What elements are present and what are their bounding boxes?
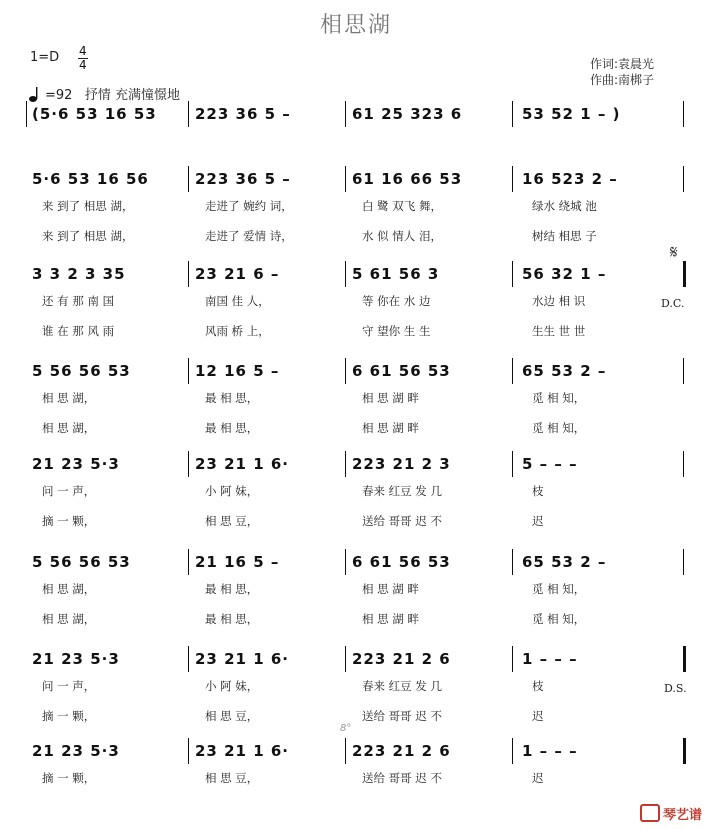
barline [345, 451, 346, 477]
lyric-verse2: 风雨 桥 上， [205, 324, 270, 338]
lyric-verse1: 相 思 湖 畔 [362, 582, 419, 596]
lyric-verse1: 相 思 豆， [205, 771, 259, 785]
melody-measure: 1 – – – [522, 650, 578, 668]
barline [345, 166, 346, 192]
tempo-marking [28, 84, 180, 103]
melody-measure: 5 61 56 3 [352, 265, 440, 283]
melody-measure: 61 16 66 53 [352, 170, 463, 188]
lyric-verse1: 还 有 那 南 国 [42, 294, 115, 308]
barline [188, 549, 189, 575]
lyric-verse1: 小 阿 妹， [205, 679, 259, 693]
melody-measure: 5 56 56 53 [32, 553, 131, 571]
melody-measure: 223 21 2 6 [352, 650, 451, 668]
lyric-verse1: 来 到了 相思 湖， [42, 199, 134, 213]
lyric-verse1: 水边 相 识 [532, 294, 586, 308]
melody-measure: 223 36 5 – [195, 170, 291, 188]
barline [512, 451, 513, 477]
melody-measure: 21 23 5·3 [32, 650, 120, 668]
lyric-verse1: 问 一 声， [42, 679, 96, 693]
dc-mark: D.C. [661, 297, 685, 310]
lyric-verse2: 相 思 豆， [205, 709, 259, 723]
lyric-verse1: 小 阿 妹， [205, 484, 259, 498]
lyric-verse1: 相 思 湖， [42, 391, 96, 405]
expression-text: 抒情 充满憧憬地 [84, 88, 180, 103]
melody-measure: 23 21 1 6· [195, 742, 289, 760]
lyric-verse1: 春来 红豆 发 几 [362, 484, 442, 498]
lyric-verse2: 迟 [532, 709, 544, 723]
lyric-verse2: 水 似 情人 泪， [362, 229, 442, 243]
barline [345, 646, 346, 672]
barline [512, 101, 513, 127]
barline [683, 101, 684, 127]
melody-measure: 53 52 1 – ) [522, 105, 621, 123]
lyric-verse2: 觅 相 知， [532, 421, 586, 435]
lyric-verse1: 南国 佳 人， [205, 294, 270, 308]
melody-measure: 56 32 1 – [522, 265, 607, 283]
melody-measure: 21 16 5 – [195, 553, 280, 571]
song-title: 相思湖 [319, 13, 392, 38]
melody-measure: 23 21 6 – [195, 265, 280, 283]
melody-measure: 21 23 5·3 [32, 455, 120, 473]
lyric-verse1: 觅 相 知， [532, 582, 586, 596]
melody-measure: 223 21 2 3 [352, 455, 451, 473]
barline [512, 549, 513, 575]
segno-small-mark: 8° [340, 723, 352, 734]
logo-icon [640, 804, 660, 822]
lyric-verse2: 相 思 豆， [205, 514, 259, 528]
lyric-verse2: 相 思 湖 畔 [362, 421, 419, 435]
barline [345, 549, 346, 575]
lyric-verse2: 摘 一 颗， [42, 709, 96, 723]
lyric-verse2: 最 相 思， [205, 421, 259, 435]
barline [683, 738, 686, 764]
lyric-verse1: 相 思 湖 畔 [362, 391, 419, 405]
lyric-verse1: 最 相 思， [205, 391, 259, 405]
barline [188, 166, 189, 192]
barline [188, 451, 189, 477]
lyric-verse2: 摘 一 颗， [42, 514, 96, 528]
melody-measure: 3 3 2 3 35 [32, 265, 126, 283]
melody-measure: 6 61 56 53 [352, 362, 451, 380]
lyric-verse2: 相 思 湖， [42, 421, 96, 435]
lyric-verse1: 觅 相 知， [532, 391, 586, 405]
melody-measure: 1 – – – [522, 742, 578, 760]
barline [188, 358, 189, 384]
lyric-verse2: 觅 相 知， [532, 612, 586, 626]
quarter-note-icon [28, 86, 42, 102]
time-signature-denominator: 4 [79, 58, 87, 72]
lyric-verse1: 春来 红豆 发 几 [362, 679, 442, 693]
composer: 作曲:南梆子 [589, 73, 654, 87]
lyric-verse1: 等 你在 水 边 [362, 294, 431, 308]
melody-measure: 223 36 5 – [195, 105, 291, 123]
time-signature-numerator: 4 [79, 44, 87, 58]
barline [345, 358, 346, 384]
lyric-verse1: 绿水 绕城 池 [532, 199, 597, 213]
melody-measure: 6 61 56 53 [352, 553, 451, 571]
barline [188, 261, 189, 287]
barline [512, 646, 513, 672]
melody-measure: 5 – – – [522, 455, 578, 473]
lyricist: 作词:袁晨光 [589, 57, 654, 71]
barline [683, 358, 684, 384]
ds-mark: D.S. [664, 682, 687, 695]
barline [683, 451, 684, 477]
lyric-verse2: 送给 哥哥 迟 不 [362, 514, 442, 528]
lyric-verse1: 走进了 婉约 词， [205, 199, 293, 213]
lyric-verse1: 枝 [532, 484, 544, 498]
lyric-verse2: 最 相 思， [205, 612, 259, 626]
melody-measure: 21 23 5·3 [32, 742, 120, 760]
lyric-verse2: 谁 在 那 风 雨 [42, 324, 115, 338]
barline [188, 646, 189, 672]
barline [345, 261, 346, 287]
melody-measure: (5·6 53 16 53 [32, 105, 157, 123]
melody-measure: 61 25 323 6 [352, 105, 463, 123]
credits [590, 56, 654, 88]
segno-icon: 𝄋 [670, 242, 678, 263]
logo-text: 琴艺谱 [662, 808, 702, 823]
melody-measure: 16 523 2 – [522, 170, 618, 188]
barline [512, 738, 513, 764]
time-signature [78, 45, 88, 72]
barline [188, 738, 189, 764]
melody-measure: 5·6 53 16 56 [32, 170, 149, 188]
barline [345, 101, 346, 127]
barline [26, 101, 27, 127]
barline [683, 166, 684, 192]
lyric-verse1: 摘 一 颗， [42, 771, 96, 785]
barline [512, 261, 513, 287]
melody-measure: 23 21 1 6· [195, 650, 289, 668]
lyric-verse2: 相 思 湖 畔 [362, 612, 419, 626]
lyric-verse1: 相 思 湖， [42, 582, 96, 596]
tempo-value: =92 [45, 88, 73, 103]
barline [683, 646, 686, 672]
melody-measure: 65 53 2 – [522, 553, 607, 571]
barline [683, 261, 686, 287]
barline [512, 166, 513, 192]
lyric-verse2: 守 望你 生 生 [362, 324, 431, 338]
lyric-verse1: 白 鹭 双飞 舞， [362, 199, 442, 213]
lyric-verse2: 走进了 爱情 诗， [205, 229, 293, 243]
lyric-verse1: 最 相 思， [205, 582, 259, 596]
melody-measure: 65 53 2 – [522, 362, 607, 380]
melody-measure: 5 56 56 53 [32, 362, 131, 380]
key-signature: 1=D [30, 50, 60, 65]
barline [512, 358, 513, 384]
lyric-verse2: 来 到了 相思 湖， [42, 229, 134, 243]
lyric-verse2: 相 思 湖， [42, 612, 96, 626]
barline [188, 101, 189, 127]
lyric-verse2: 树结 相思 子 [532, 229, 597, 243]
barline [683, 549, 684, 575]
lyric-verse1: 枝 [532, 679, 544, 693]
melody-measure: 23 21 1 6· [195, 455, 289, 473]
lyric-verse2: 迟 [532, 514, 544, 528]
lyric-verse1: 送给 哥哥 迟 不 [362, 771, 442, 785]
lyric-verse2: 送给 哥哥 迟 不 [362, 709, 442, 723]
melody-measure: 223 21 2 6 [352, 742, 451, 760]
site-logo [640, 804, 702, 823]
barline [345, 738, 346, 764]
melody-measure: 12 16 5 – [195, 362, 280, 380]
lyric-verse2: 生生 世 世 [532, 324, 586, 338]
lyric-verse1: 问 一 声， [42, 484, 96, 498]
lyric-verse1: 迟 [532, 771, 544, 785]
